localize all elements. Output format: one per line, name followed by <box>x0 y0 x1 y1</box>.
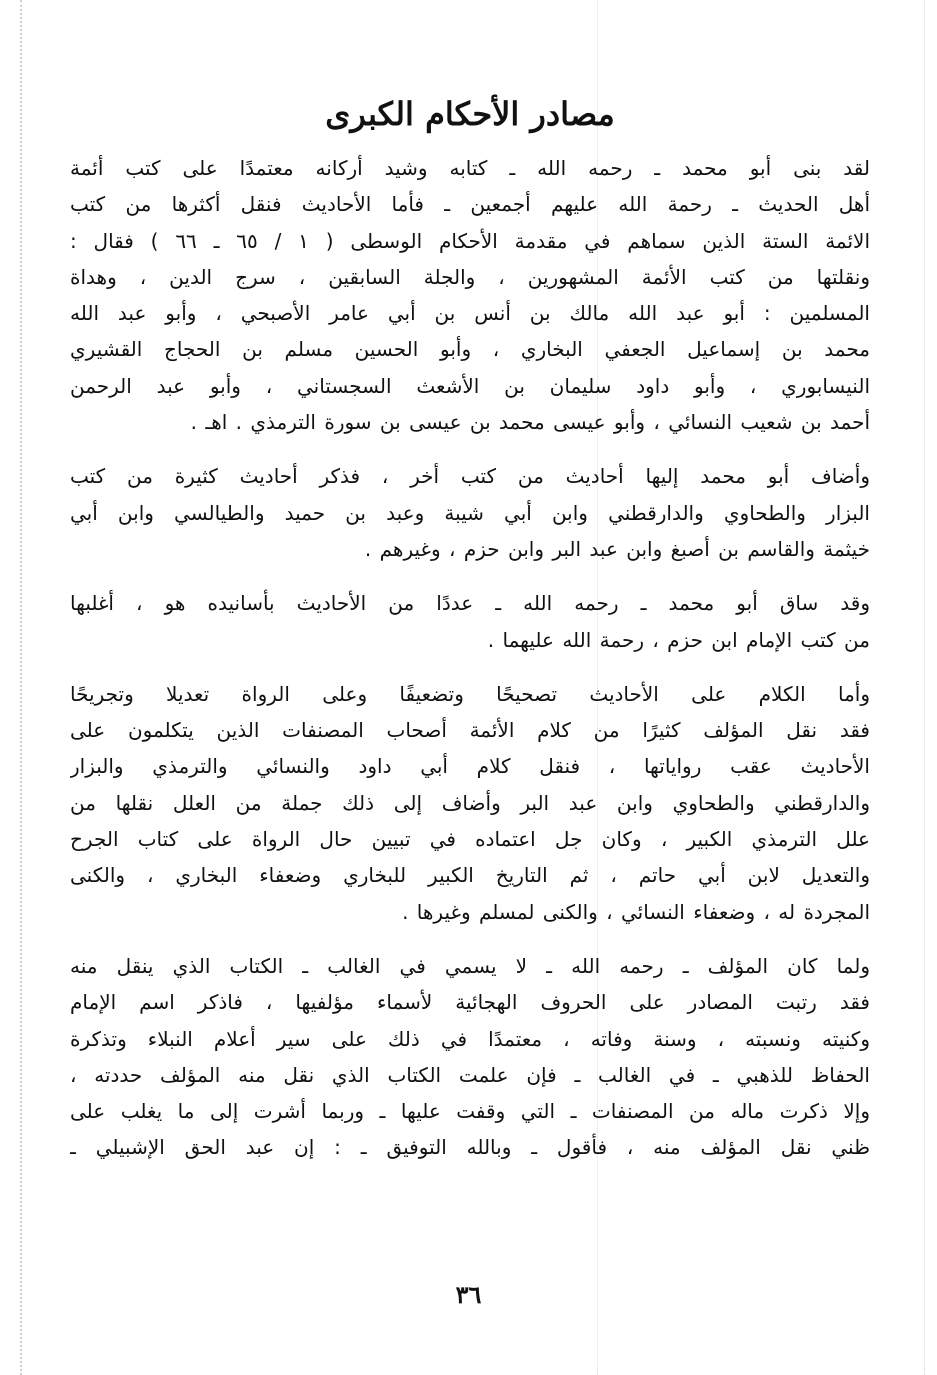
paragraph-line: الحفاظ للذهبي ـ في الغالب ـ فإن علمت الكتاب الذي نقل منه المؤلف حددته ، <box>70 1062 870 1087</box>
paragraph-line: والدارقطني والطحاوي وابن عبد البر وأضاف إلى ذلك جملة من العلل نقلها من <box>70 790 870 815</box>
paragraph-other-books <box>70 458 870 567</box>
paragraph-line: وأما الكلام على الأحاديث تصحيحًا وتضعيفًا وعلى الرواة تعديلا وتجريحًا <box>70 681 870 706</box>
paragraph-arrangement <box>70 948 870 1166</box>
paragraph-line: ظني نقل المؤلف منه ، فأقول ـ وبالله التوفيق ـ : إن عبد الحق الإشبيلي ـ <box>70 1135 870 1160</box>
paragraph-line: المجردة له ، وضعفاء النسائي ، والكنى لمسلم وغيرها . <box>402 899 870 924</box>
paragraph-line: محمد بن إسماعيل الجعفي البخاري ، وأبو الحسين مسلم بن الحجاج القشيري <box>70 337 870 362</box>
page-number: ٣٦ <box>455 1280 482 1309</box>
paragraph-line: الائمة الستة الذين سماهم في مقدمة الأحكام الوسطى ( ١ / ٦٥ ـ ٦٦ ) فقال : <box>70 228 870 253</box>
paragraph-line: البزار والطحاوي والدارقطني وابن أبي شيبة وعبد بن حميد والطيالسي وابن أبي <box>70 500 870 525</box>
paragraph-line: من كتب الإمام ابن حزم ، رحمة الله عليهما . <box>487 627 870 652</box>
paragraph-line: أحمد بن شعيب النسائي ، وأبو عيسى محمد بن عيسى بن سورة الترمذي . اهـ . <box>190 410 870 435</box>
paragraph-sources-intro <box>70 150 870 440</box>
page-edge-right <box>924 0 925 1375</box>
paragraph-line: لقد بنى أبو محمد ـ رحمه الله ـ كتابه وشيد أركانه معتمدًا على كتب أئمة <box>70 156 870 180</box>
paragraph-line: ونقلتها من كتب الأئمة المشهورين ، والجلة السابقين ، سرج الدين ، وهداة <box>70 264 870 289</box>
paragraph-line: علل الترمذي الكبير ، وكان جل اعتماده في تبيين حال الرواة على كتاب الجرح <box>70 827 870 852</box>
paragraph-line: خيثمة والقاسم بن أصبغ وابن عبد البر وابن حزم ، وغيرهم . <box>364 536 870 561</box>
paragraph-line: النيسابوري ، وأبو داود سليمان بن الأشعث السجستاني ، وأبو عبد الرحمن <box>70 373 870 398</box>
paragraph-line: المسلمين : أبو عبد الله مالك بن أنس بن أبي عامر الأصبحي ، وأبو عبد الله <box>70 301 870 326</box>
paragraph-line: الأحاديث عقب رواياتها ، فنقل كلام أبي داود والنسائي والترمذي والبزار <box>70 754 870 779</box>
paragraph-criticism <box>70 676 870 930</box>
paragraph-line: فقد رتبت المصادر على الحروف الهجائية لأسماء مؤلفيها ، فاذكر اسم الإمام <box>70 990 870 1015</box>
paragraph-line: أهل الحديث ـ رحمة الله عليهم أجمعين ـ فأما الأحاديث فنقل أكثرها من كتب <box>70 192 870 217</box>
page-edge-left <box>20 0 22 1375</box>
page-title: مصادر الأحكام الكبرى <box>325 95 615 133</box>
paragraph-line: فقد نقل المؤلف كثيرًا من كلام الأئمة أصحاب المصنفات الذين يتكلمون على <box>70 718 870 743</box>
paragraph-line: وإلا ذكرت ماله من المصنفات ـ التي وقفت عليها ـ وربما أشرت إلى ما يغلب على <box>70 1099 870 1124</box>
paragraph-own-chains <box>70 585 870 658</box>
paragraph-line: ولما كان المؤلف ـ رحمه الله ـ لا يسمي في الغالب ـ الكتاب الذي ينقل منه <box>70 953 870 978</box>
paragraph-line: وكنيته ونسبته ، وسنة وفاته ، معتمدًا في ذلك على سير أعلام النبلاء وتذكرة <box>70 1026 870 1051</box>
page-body <box>70 88 870 1166</box>
paragraph-line: وأضاف أبو محمد إليها أحاديث من كتب أخر ، فذكر أحاديث كثيرة من كتب <box>70 464 870 489</box>
paragraph-line: وقد ساق أبو محمد ـ رحمه الله ـ عددًا من الأحاديث بأسانيده هو ، أغلبها <box>70 591 870 616</box>
paragraph-line: والتعديل لابن أبي حاتم ، ثم التاريخ الكبير للبخاري وضعفاء البخاري ، والكنى <box>70 863 870 888</box>
